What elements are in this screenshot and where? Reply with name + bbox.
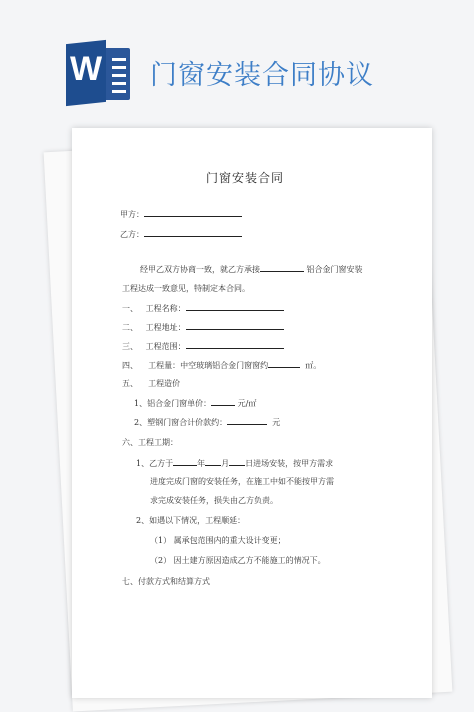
schedule-text-a: 1、乙方于 [136,459,174,468]
total-price-blank [227,416,267,425]
section-5-number: 五、 [122,379,138,388]
section-3-blank [186,340,284,349]
section-2-label: 工程地址： [145,323,186,332]
schedule-day-blank [229,457,245,466]
word-icon-line [112,58,126,61]
page-title: 门窗安装合同协议 [150,60,374,91]
section-6-item-2-1: （1） 属承包范围内的重大设计变更； [150,536,286,545]
section-4-label: 工程量：中空玻璃铝合金门窗窗约 [148,361,269,370]
section-1-number: 一、 [122,304,138,313]
schedule-year-blank [173,457,197,466]
schedule-text-b: 日进场安装，按甲方需求 [245,459,334,468]
party-b-blank [144,228,242,237]
word-icon-letter: W [70,50,103,88]
party-a-label: 甲方： [120,210,144,219]
section-6-item-1 [136,457,333,469]
section-3-label: 工程范围： [145,342,186,351]
section-1-label: 工程名称： [145,304,186,313]
section-3 [122,340,284,352]
total-price-label: 2、塑钢门窗合计价款约： [134,418,228,427]
word-icon-line [112,66,126,69]
section-5 [122,378,180,389]
section-2 [122,321,284,333]
party-a-line [120,208,242,220]
party-b-line [120,228,242,240]
section-6-item-1-line-3: 求完成安装任务，损失由乙方负责。 [150,496,278,505]
intro-line-2: 工程达成一致意见，特制定本合同。 [122,284,250,293]
section-5-item-1 [134,397,256,409]
section-3-number: 三、 [122,342,138,351]
total-price-unit: 元 [272,418,281,427]
section-2-blank [186,321,284,330]
section-4 [122,359,321,371]
schedule-month: 月 [221,459,230,468]
unit-price-blank [211,397,235,406]
word-icon [66,42,132,104]
party-a-blank [144,208,242,217]
section-6-item-1-line-2: 进度完成门窗的安装任务，在施工中如不能按甲方需 [150,477,334,486]
section-5-label: 工程造价 [148,379,181,388]
section-4-blank [268,359,300,368]
intro-text-1: 经甲乙双方协商一致，就乙方承接 [140,265,260,274]
document-page [72,128,432,698]
section-2-number: 二、 [122,323,138,332]
document-title: 门窗安装合同 [206,171,285,185]
schedule-month-blank [205,457,221,466]
word-icon-line [112,82,126,85]
section-1-blank [186,302,284,311]
intro-text-1-tail: 铝合金门窗安装 [306,265,363,274]
section-1 [122,302,284,314]
section-4-unit: ㎡。 [305,361,322,370]
intro-line-1 [140,263,363,275]
section-6-item-2-2: （2） 因土建方原因造成乙方不能施工的情况下。 [150,556,326,565]
header [0,0,474,120]
party-b-label: 乙方： [120,230,144,239]
schedule-year: 年 [197,459,206,468]
unit-price-unit: 元/㎡ [237,399,257,408]
unit-price-label: 1、铝合金门窗单价： [134,399,212,408]
section-7: 七、付款方式和结算方式 [122,577,210,586]
section-6-item-2: 2、如遇以下情况，工程顺延： [136,516,246,525]
word-icon-line [112,74,126,77]
section-4-number: 四、 [122,361,138,370]
section-5-item-2 [134,416,280,428]
section-6: 六、工程工期： [122,438,178,447]
intro-blank [260,263,304,272]
word-icon-line [112,90,126,93]
